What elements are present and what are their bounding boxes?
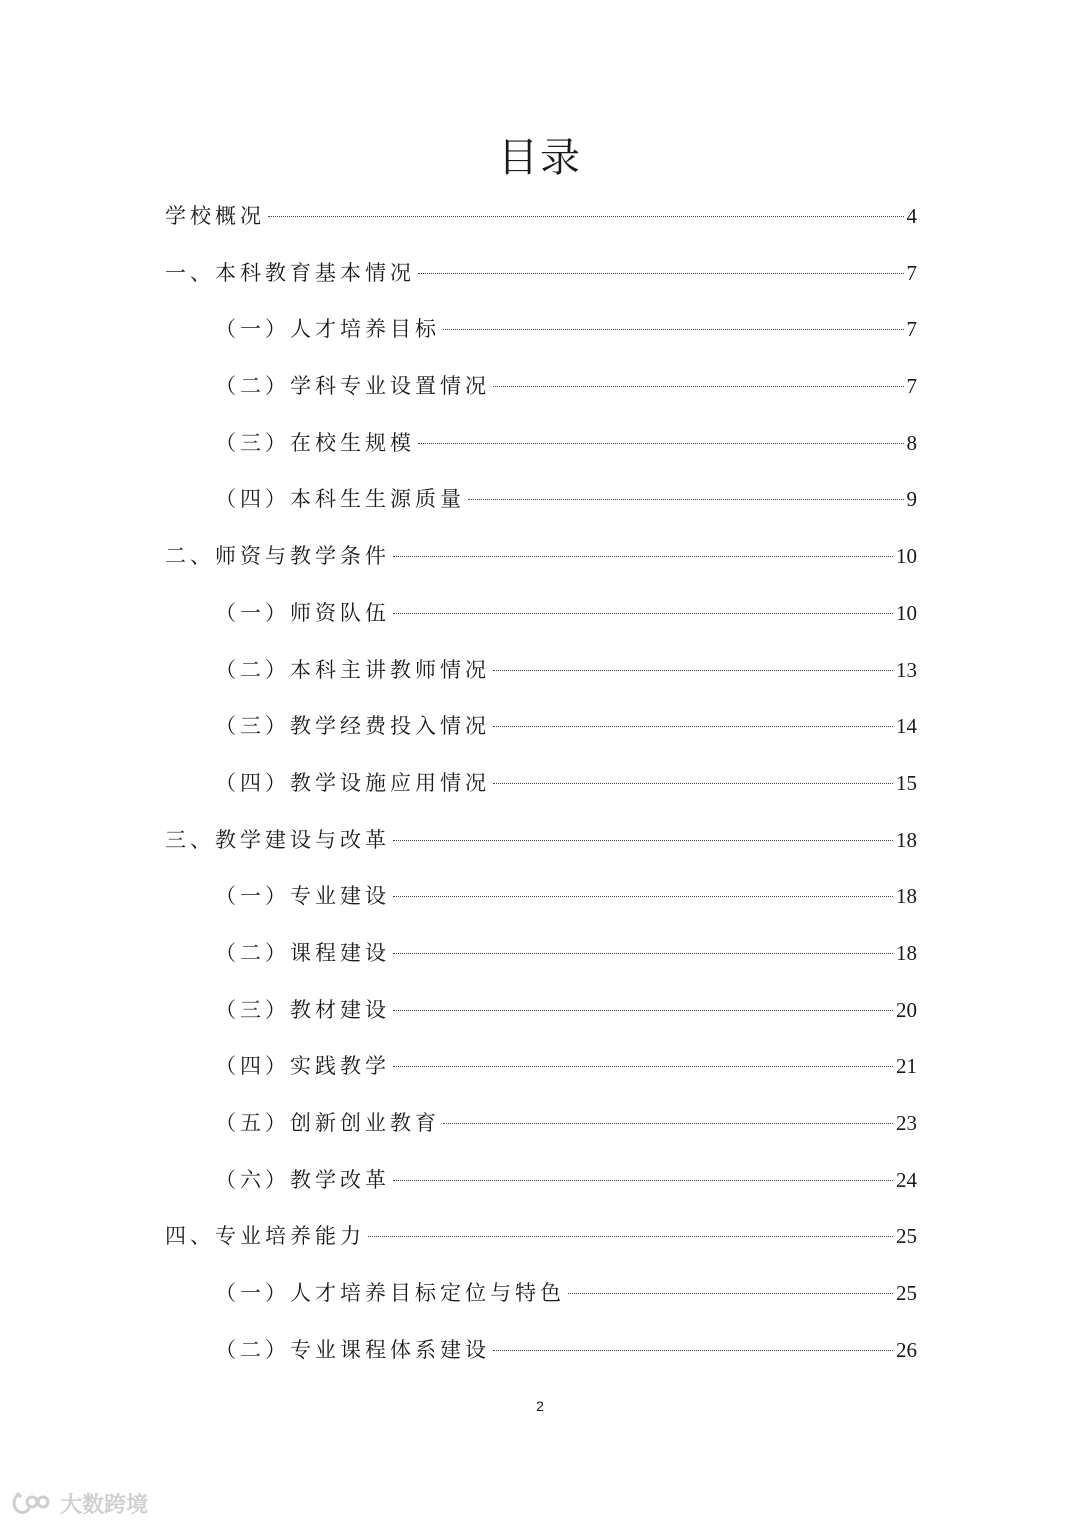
toc-entry-label: （二）学科专业设置情况 [215, 374, 490, 399]
toc-entry[interactable] [165, 358, 917, 415]
toc-entry-label: 四、专业培养能力 [165, 1224, 365, 1249]
toc-entry-label: （二）本科主讲教师情况 [215, 657, 490, 682]
toc-entry-page: 25 [896, 1281, 917, 1306]
toc-entry-page: 9 [906, 487, 917, 512]
toc-leader-dots [493, 783, 893, 784]
toc-leader-dots [493, 670, 893, 671]
toc-entry-label: （四）实践教学 [215, 1054, 390, 1079]
page-title: 目录 [498, 135, 582, 181]
table-of-contents [165, 188, 917, 1378]
toc-entry-label: （三）教学经费投入情况 [215, 714, 490, 739]
toc-leader-dots [393, 1066, 893, 1067]
toc-entry-page: 13 [896, 657, 917, 682]
toc-entry-page: 26 [896, 1337, 917, 1362]
toc-leader-dots [493, 386, 904, 387]
toc-entry[interactable] [165, 642, 917, 699]
toc-entry-page: 7 [906, 374, 917, 399]
toc-entry-label: （三）在校生规模 [215, 430, 415, 455]
toc-leader-dots [393, 953, 893, 954]
toc-entry[interactable] [165, 245, 917, 302]
toc-entry-page: 23 [896, 1111, 917, 1135]
watermark-text: 大数跨境 [60, 1493, 149, 1518]
toc-entry[interactable] [165, 528, 917, 585]
toc-entry[interactable] [165, 1095, 917, 1152]
toc-entry[interactable] [165, 585, 917, 642]
watermark [10, 1488, 148, 1519]
toc-leader-dots [418, 443, 904, 444]
toc-entry-page: 7 [906, 317, 917, 342]
toc-leader-dots [268, 216, 904, 217]
toc-entry-label: 学校概况 [165, 204, 265, 228]
toc-entry-label: （五）创新创业教育 [215, 1111, 440, 1135]
toc-entry-page: 18 [896, 827, 917, 852]
toc-leader-dots [393, 613, 893, 614]
toc-leader-dots [368, 1236, 893, 1237]
toc-entry-label: （一）人才培养目标定位与特色 [215, 1281, 565, 1306]
toc-entry-label: （六）教学改革 [215, 1167, 390, 1192]
toc-leader-dots [393, 1010, 893, 1011]
toc-entry[interactable] [165, 1152, 917, 1209]
toc-entry[interactable] [165, 471, 917, 528]
toc-leader-dots [393, 840, 893, 841]
toc-entry-label: （二）课程建设 [215, 940, 390, 965]
toc-entry-page: 18 [896, 884, 917, 909]
toc-leader-dots [418, 273, 904, 274]
toc-leader-dots [443, 1123, 893, 1124]
toc-entry-label: （一）师资队伍 [215, 600, 390, 625]
toc-entry-page: 8 [906, 430, 917, 455]
toc-entry-page: 14 [896, 714, 917, 739]
page-number: 2 [536, 1398, 544, 1414]
toc-leader-dots [393, 556, 893, 557]
toc-entry-label: （三）教材建设 [215, 997, 390, 1022]
toc-entry-label: 二、师资与教学条件 [165, 544, 390, 569]
toc-entry-page: 15 [896, 770, 917, 795]
toc-entry-label: 一、本科教育基本情况 [165, 260, 415, 285]
toc-entry[interactable] [165, 755, 917, 812]
toc-entry[interactable] [165, 1265, 917, 1322]
toc-entry[interactable] [165, 301, 917, 358]
toc-entry[interactable] [165, 698, 917, 755]
toc-leader-dots [493, 1350, 893, 1351]
toc-entry-page: 4 [906, 204, 917, 228]
toc-entry-page: 24 [896, 1167, 917, 1192]
toc-entry-label: （四）教学设施应用情况 [215, 770, 490, 795]
toc-leader-dots [393, 896, 893, 897]
toc-leader-dots [443, 329, 904, 330]
toc-leader-dots [493, 726, 893, 727]
toc-leader-dots [468, 499, 904, 500]
toc-entry-page: 21 [896, 1054, 917, 1079]
toc-entry-page: 18 [896, 940, 917, 965]
toc-leader-dots [393, 1180, 893, 1181]
toc-entry[interactable] [165, 188, 917, 245]
toc-entry-page: 10 [896, 544, 917, 569]
toc-entry[interactable] [165, 868, 917, 925]
toc-entry-page: 7 [906, 260, 917, 285]
toc-entry-label: （一）人才培养目标 [215, 317, 440, 342]
toc-leader-dots [568, 1293, 893, 1294]
toc-entry[interactable] [165, 415, 917, 472]
toc-entry-page: 10 [896, 600, 917, 625]
toc-entry-label: 三、教学建设与改革 [165, 827, 390, 852]
toc-entry[interactable] [165, 1208, 917, 1265]
toc-entry[interactable] [165, 925, 917, 982]
watermark-logo-icon [10, 1491, 56, 1517]
toc-entry[interactable] [165, 812, 917, 869]
toc-entry-label: （二）专业课程体系建设 [215, 1337, 490, 1362]
toc-entry[interactable] [165, 1038, 917, 1095]
toc-entry[interactable] [165, 982, 917, 1039]
toc-entry-page: 20 [896, 997, 917, 1022]
toc-entry-page: 25 [896, 1224, 917, 1249]
toc-entry-label: （一）专业建设 [215, 884, 390, 909]
toc-entry-label: （四）本科生生源质量 [215, 487, 465, 512]
toc-entry[interactable] [165, 1322, 917, 1379]
